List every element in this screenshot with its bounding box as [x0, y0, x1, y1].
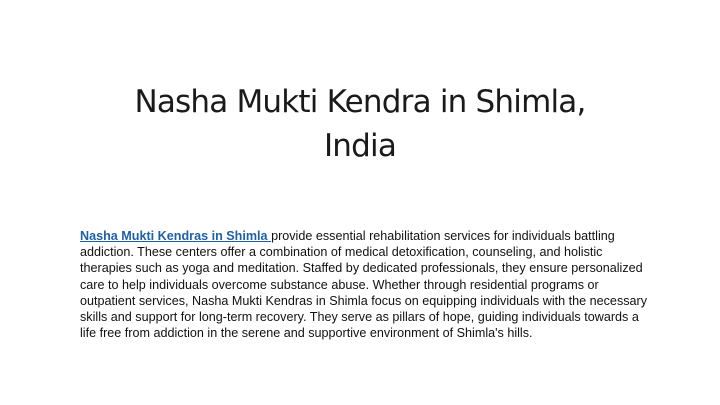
slide-title-line-2: India — [323, 128, 397, 164]
slide-title-line-1: Nasha Mukti Kendra in Shimla, — [134, 84, 586, 120]
nasha-mukti-kendras-link[interactable]: Nasha Mukti Kendras in Shimla — [80, 229, 272, 243]
body-paragraph — [80, 228, 655, 341]
slide-title — [60, 80, 660, 168]
body-paragraph-text: provide essential rehabilitation services for individuals battling addiction. These centers offer a combination of medical detoxification, counseling, and holistic therapies such as yoga and meditation. Staffed by dedicated professionals, they ensure personalized care to help individuals overcome substance abuse. Whether through residential programs or outpatient services, Nasha Mukti Kendras in Shimla focus on equipping individuals with the necessary skills and support for long-term recovery. They serve as pillars of hope, guiding individuals towards a life free from addiction in the serene and supportive environment of Shimla's hills. — [80, 229, 648, 341]
